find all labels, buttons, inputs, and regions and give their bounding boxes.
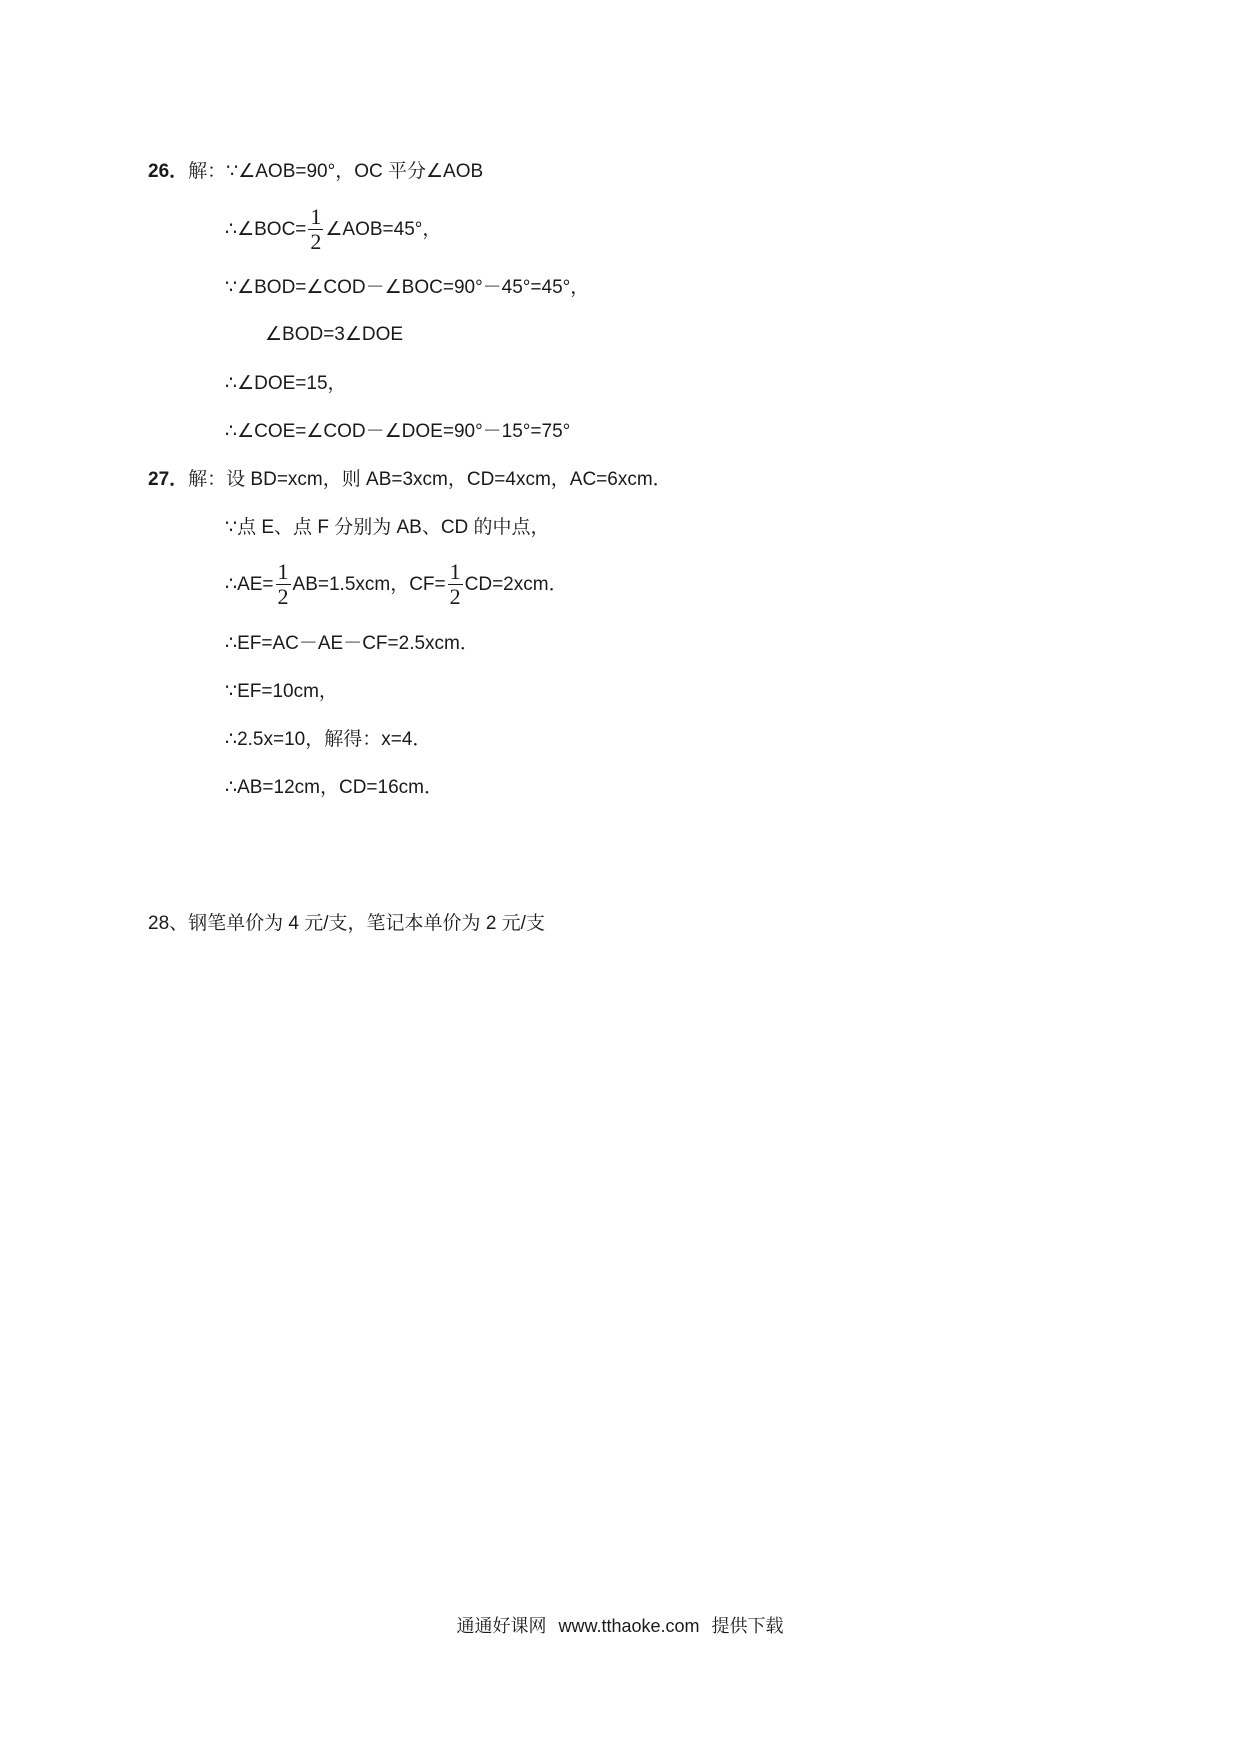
q26-text-2a: ∴∠BOC= <box>225 219 307 240</box>
q27-fraction-2 <box>448 560 463 609</box>
q27-line-2 <box>225 516 550 540</box>
q27-text-3c: CD=2xcm． <box>464 574 568 595</box>
q27-fraction-1-denominator: 2 <box>277 584 289 610</box>
page-footer <box>0 1612 1240 1638</box>
q27-text-2: ∵点 E、点 F 分别为 AB、CD 的中点， <box>225 517 550 538</box>
footer-site-name: 通通好课网 <box>456 1616 547 1636</box>
q27-text-1: 解：设 BD=xcm，则 AB=3xcm，CD=4xcm，AC=6xcm． <box>188 469 672 490</box>
q27-line-5 <box>225 680 338 704</box>
footer-url: www.tthaoke.com <box>558 1616 700 1636</box>
q27-text-4: ∴EF=AC－AE－CF=2.5xcm． <box>225 633 479 654</box>
q27-text-3b: AB=1.5xcm，CF= <box>292 574 446 595</box>
q26-text-6: ∴∠COE=∠COD－∠DOE=90°－15°=75° <box>225 421 571 442</box>
q26-line-5 <box>225 372 347 396</box>
q27-text-5: ∵EF=10cm， <box>225 681 338 702</box>
q26-text-5: ∴∠DOE=15， <box>225 373 347 394</box>
q26-line-4 <box>265 323 403 347</box>
q28-line <box>148 912 545 936</box>
q27-line-1 <box>148 468 672 492</box>
q28-text: 28、钢笔单价为 4 元/支，笔记本单价为 2 元/支 <box>148 913 545 934</box>
q27-text-7: ∴AB=12cm，CD=16cm． <box>225 777 443 798</box>
q27-fraction-2-denominator: 2 <box>449 584 461 610</box>
q26-fraction-numerator: 1 <box>310 204 322 230</box>
q27-line-4 <box>225 632 479 656</box>
q27-text-3a: ∴AE= <box>225 574 274 595</box>
q27-number: 27． <box>148 469 189 490</box>
q26-line-2 <box>225 202 441 258</box>
q26-line-1 <box>148 160 483 184</box>
q27-text-6: ∴2.5x=10，解得：x=4． <box>225 729 432 750</box>
q26-fraction <box>308 205 323 254</box>
q26-text-2b: ∠AOB=45°， <box>325 219 442 240</box>
q27-fraction-1-numerator: 1 <box>277 559 289 585</box>
footer-suffix: 提供下载 <box>711 1616 784 1636</box>
q27-line-7 <box>225 776 443 800</box>
q26-line-3 <box>225 276 589 300</box>
q26-number: 26． <box>148 161 189 182</box>
q27-line-3 <box>225 557 568 613</box>
q27-fraction-2-numerator: 1 <box>449 559 461 585</box>
q26-text-3: ∵∠BOD=∠COD－∠BOC=90°－45°=45°， <box>225 277 590 298</box>
q26-text-4: ∠BOD=3∠DOE <box>265 324 404 345</box>
q27-fraction-1 <box>276 560 291 609</box>
q27-line-6 <box>225 728 431 752</box>
q26-fraction-denominator: 2 <box>310 229 322 255</box>
q26-line-6 <box>225 420 570 444</box>
q26-text-1: 解：∵∠AOB=90°，OC 平分∠AOB <box>188 161 484 182</box>
